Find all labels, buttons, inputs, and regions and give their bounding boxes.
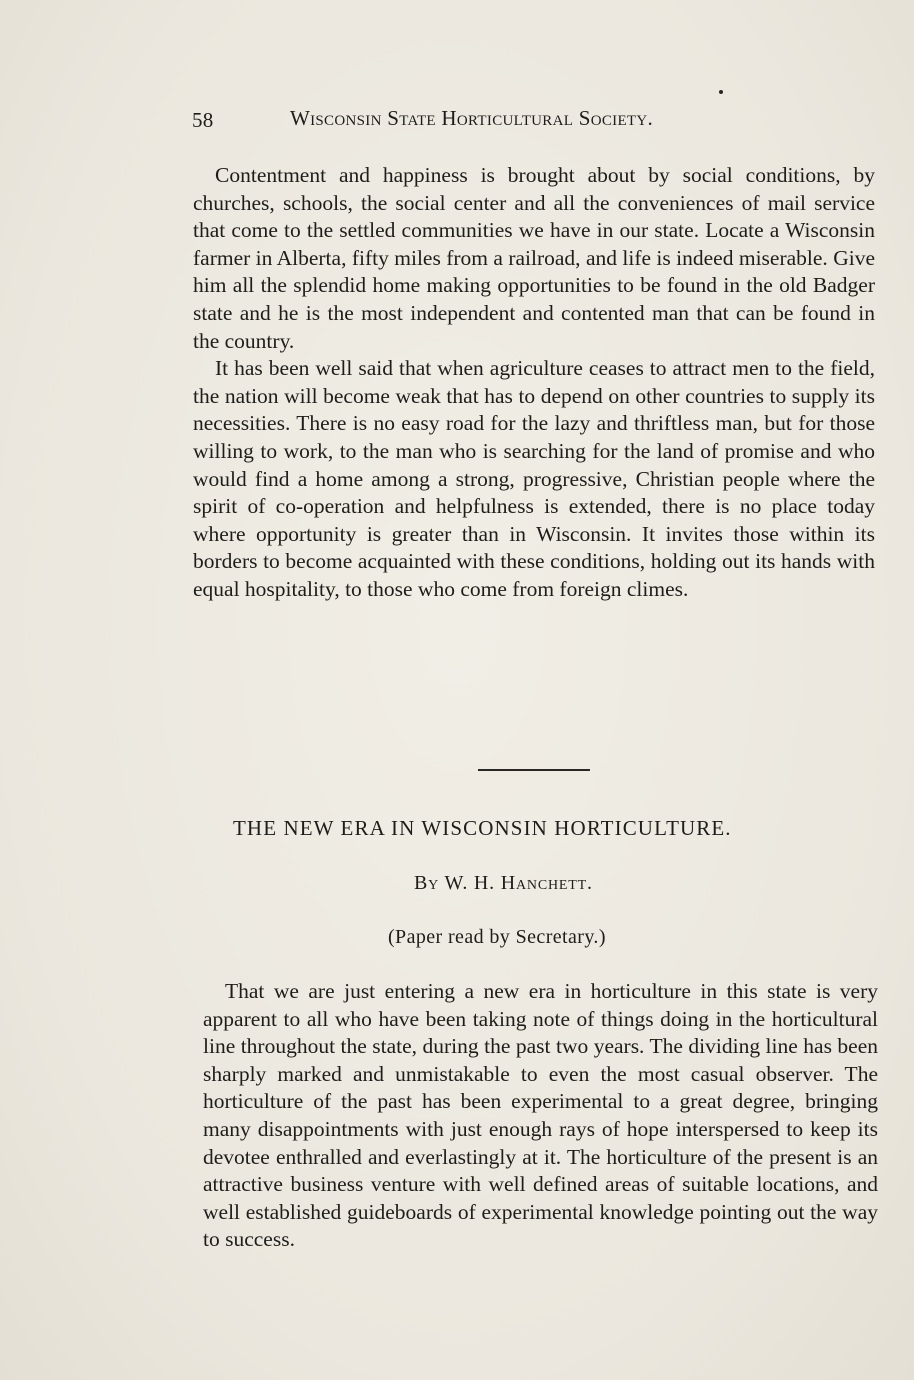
first-section-text [193,162,875,604]
ink-speck [719,90,723,94]
journal-title: Wisconsin State Horticultural Society. [290,106,654,130]
article-title: THE NEW ERA IN WISCONSIN HORTICULTURE. [233,816,732,840]
article-note: (Paper read by Secretary.) [388,926,606,948]
section-divider-rule [478,769,590,771]
page-number: 58 [192,108,214,132]
article-byline: By W. H. Hanchett. [414,872,593,894]
paragraph: Contentment and happiness is brought about by social conditions, by churches, schools, the social center and all the conveniences of mail service that come to the settled communities we have in our state. Locate a Wisconsin farmer in Alberta, fifty miles from a railroad, and life is indeed miserable. Give him all the splendid home making opportunities to be found in the old Badger state and he is the most independent and contented man that can be found in the country. [193,163,875,353]
paragraph: That we are just entering a new era in horticulture in this state is very apparent to all who have been taking note of things doing in the horticultural line throughout the state, during the past two years. The dividing line has been sharply marked and unmistakable to even the most casual observer. The horticulture of the past has been experimental to a great degree, bringing many disappointments with just enough rays of hope interspersed to keep its devotee enthralled and everlastingly at it. The horticulture of the present is an attractive business venture with well defined areas of suitable locations, and well established guideboards of experimental knowledge pointing out the way to success. [203,979,878,1252]
paragraph: It has been well said that when agriculture ceases to attract men to the field, the nation will become weak that has to depend on other countries to supply its necessities. There is no easy road for the lazy and thriftless man, but for those willing to work, to the man who is searching for the land of promise and who would find a home among a strong, progressive, Christian people where the spirit of co-operation and helpfulness is extended, there is no place today where opportunity is greater than in Wisconsin. It invites those within its borders to become acquainted with these conditions, holding out its hands with equal hospitality, to those who come from foreign climes. [193,356,875,601]
article-body-text [203,978,878,1254]
